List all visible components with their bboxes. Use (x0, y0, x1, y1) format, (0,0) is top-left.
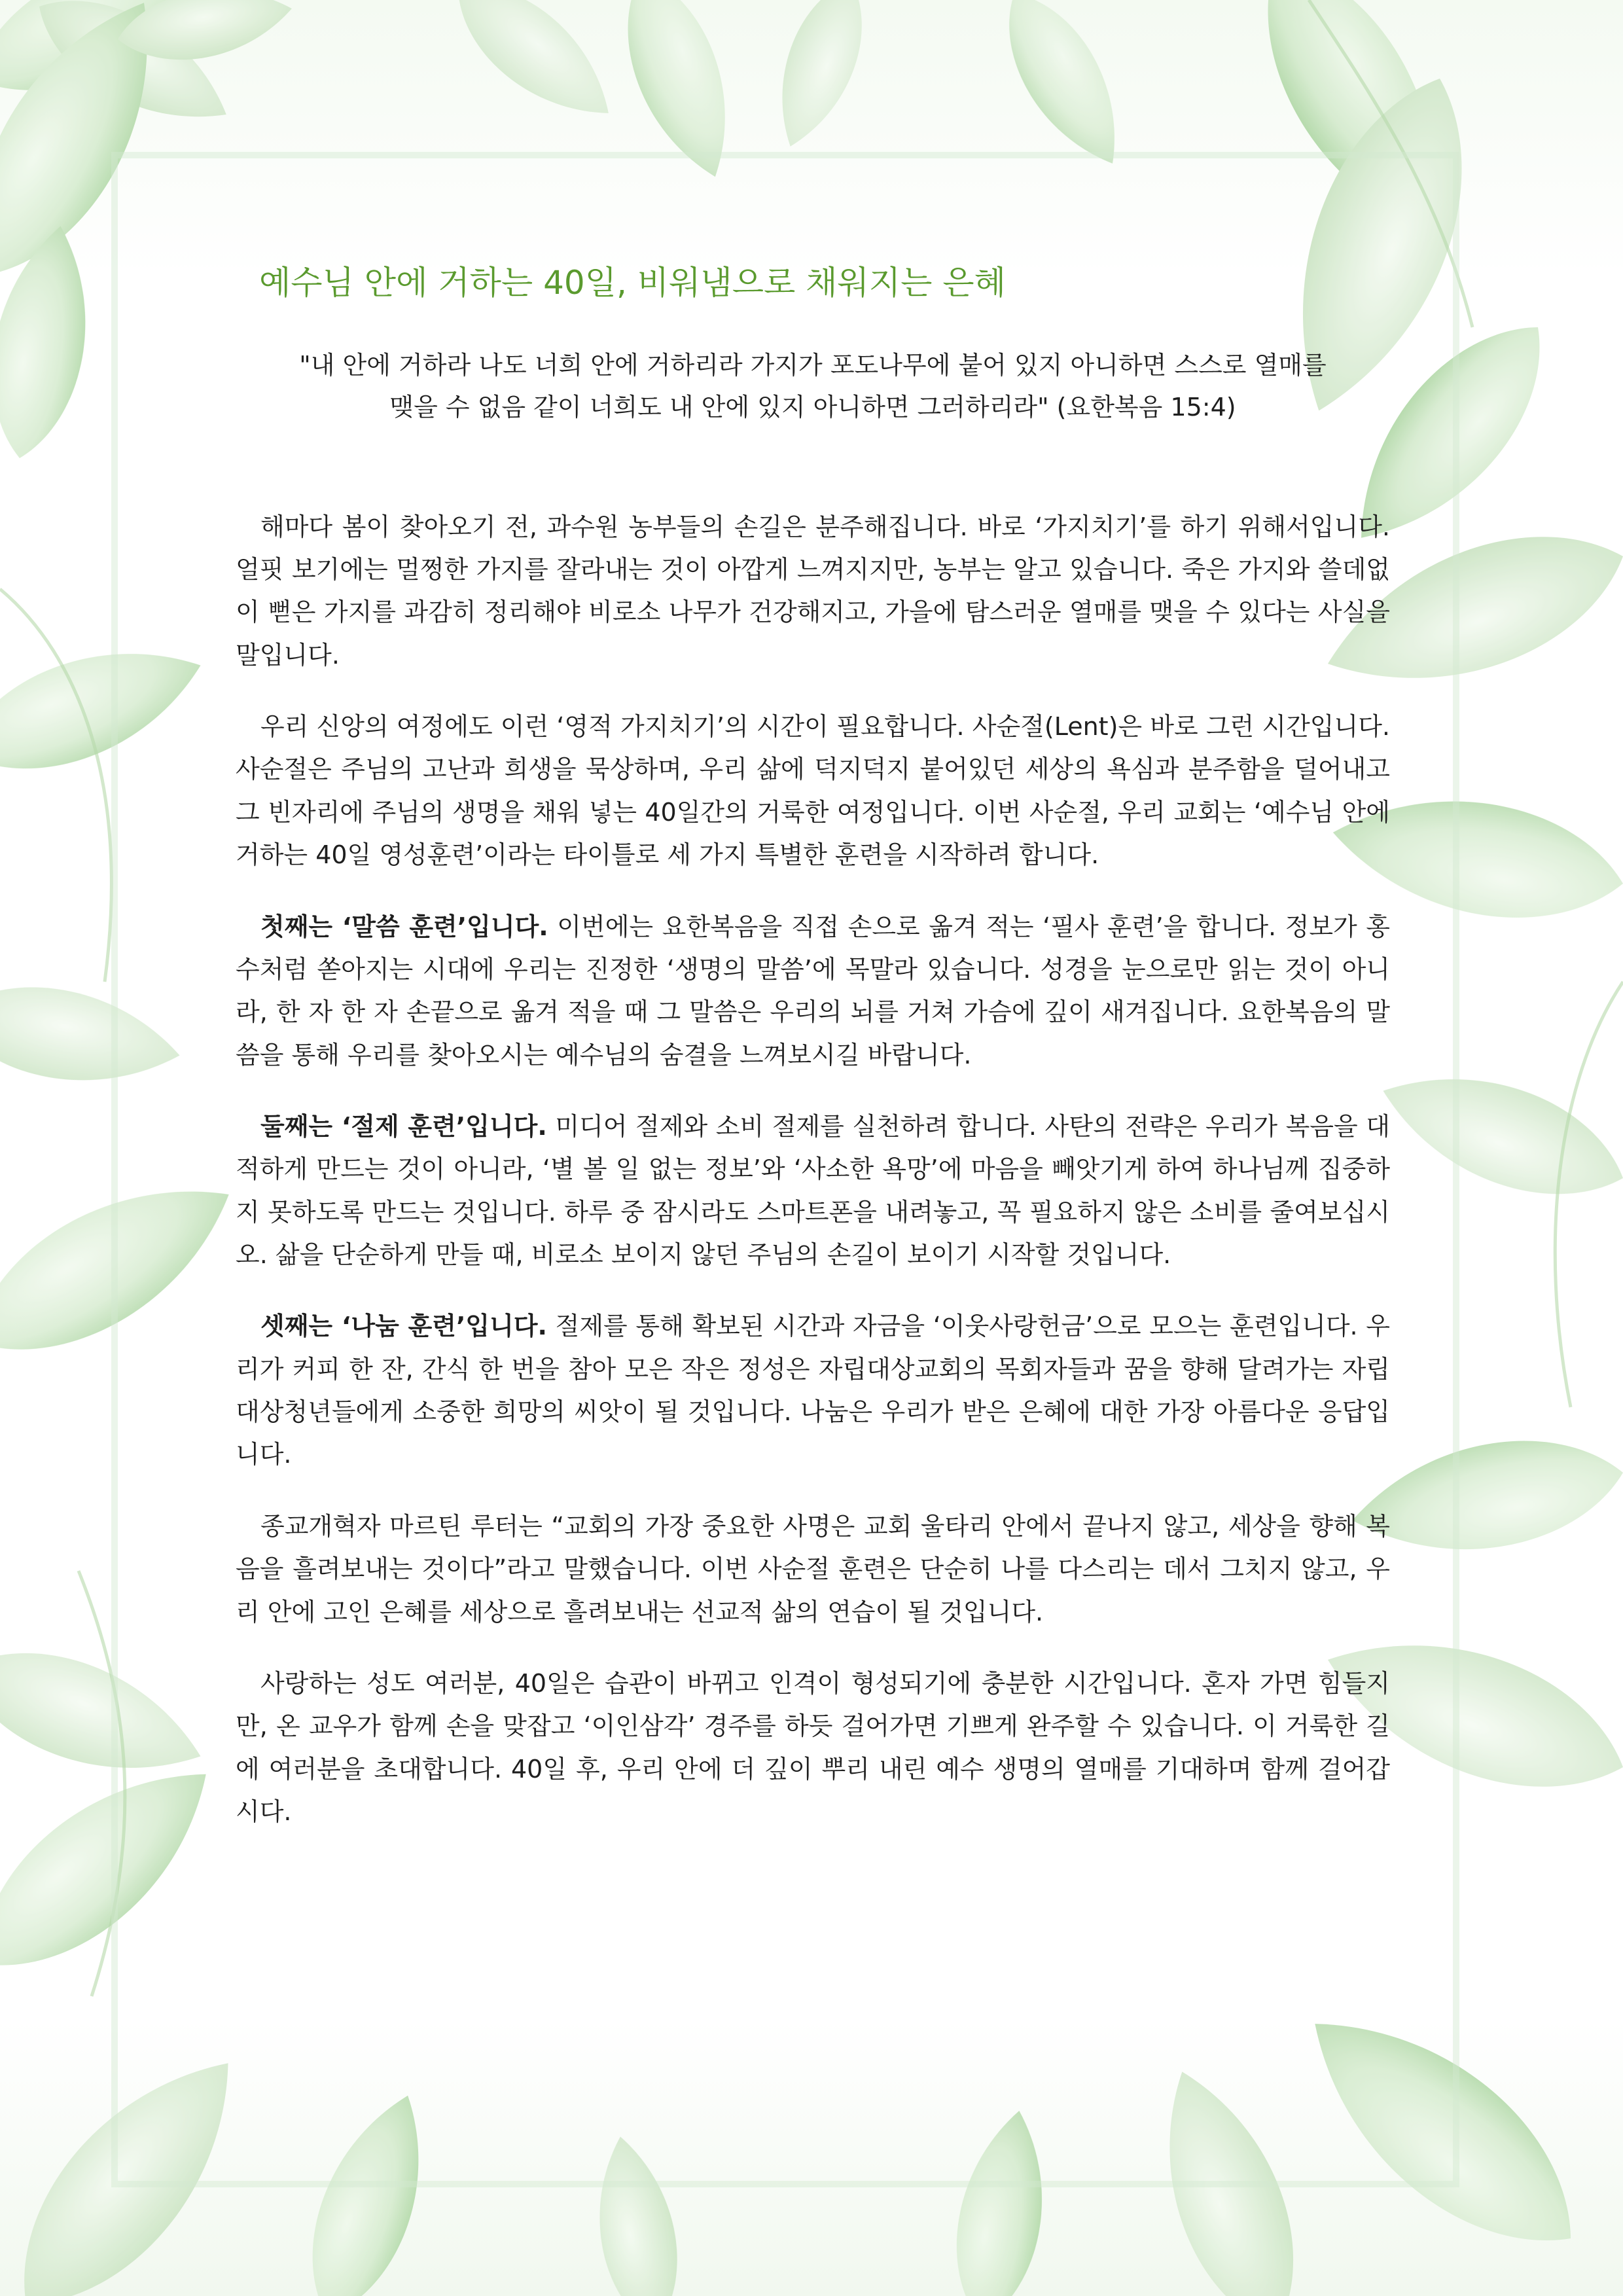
paragraph-invitation: 사랑하는 성도 여러분, 40일은 습관이 바뀌고 인격이 형성되기에 충분한 시간입니다. 혼자 가면 힘들지만, 온 교우가 함께 손을 맞잡고 ‘이인삼각’ 경주를 하듯 걸어가면 기쁘게 완주할 수 있습니다. 이 거룩한 길에 여러분을 초대합니다. 40일 후, 우리 안에 더 깊이 뿌리 내린 예수 생명의 열매를 기대하며 함께 걸어갑시다. (236, 1668, 1390, 1826)
page-title: 예수님 안에 거하는 40일, 비워냄으로 채워지는 은혜 (259, 264, 1006, 302)
scripture-verse (236, 345, 1390, 429)
lead-word-training: 첫째는 ‘말씀 훈련’입니다. (260, 912, 548, 941)
paragraph-pruning: 해마다 봄이 찾아오기 전, 과수원 농부들의 손길은 분주해집니다. 바로 ‘가지치기’를 하기 위해서입니다. 얼핏 보기에는 멀쩡한 가지를 잘라내는 것이 아깝게 느껴지지만, 농부는 알고 있습니다. 죽은 가지와 쓸데없이 뻗은 가지를 과감히 정리해야 비로소 나무가 건강해지고, 가을에 탐스러운 열매를 맺을 수 있다는 사실을 말입니다. (236, 512, 1390, 670)
paragraph-word-training: 첫째는 ‘말씀 훈련’입니다. 이번에는 요한복음을 직접 손으로 옮겨 적는 ‘필사 훈련’을 합니다. 정보가 홍수처럼 쏟아지는 시대에 우리는 진정한 ‘생명의 말씀’에 목말라 있습니다. 성경을 눈으로만 읽는 것이 아니라, 한 자 한 자 손끝으로 옮겨 적을 때 그 말씀은 우리의 뇌를 거쳐 가슴에 깊이 새겨집니다. 요한복음의 말씀을 통해 우리를 찾아오시는 예수님의 숨결을 느껴보시길 바랍니다. (236, 912, 1390, 1069)
paragraph-lent: 우리 신앙의 여정에도 이런 ‘영적 가지치기’의 시간이 필요합니다. 사순절(Lent)은 바로 그런 시간입니다. 사순절은 주님의 고난과 희생을 묵상하며, 우리 삶에 덕지덕지 붙어있던 세상의 욕심과 분주함을 덜어내고 그 빈자리에 주님의 생명을 채워 넣는 40일간의 거룩한 여정입니다. 이번 사순절, 우리 교회는 ‘예수님 안에 거하는 40일 영성훈련’이라는 타이틀로 세 가지 특별한 훈련을 시작하려 합니다. (236, 712, 1390, 870)
verse-line-1: "내 안에 거하라 나도 너희 안에 거하리라 가지가 포도나무에 붙어 있지 아니하면 스스로 열매를 (299, 351, 1327, 380)
paragraph-luther: 종교개혁자 마르틴 루터는 “교회의 가장 중요한 사명은 교회 울타리 안에서 끝나지 않고, 세상을 향해 복음을 흘려보내는 것이다”라고 말했습니다. 이번 사순절 훈련은 단순히 나를 다스리는 데서 그치지 않고, 우리 안에 고인 은혜를 세상으로 흘려보내는 선교적 삶의 연습이 될 것입니다. (236, 1511, 1390, 1626)
paragraph-temperance-training: 둘째는 ‘절제 훈련’입니다. 미디어 절제와 소비 절제를 실천하려 합니다. 사탄의 전략은 우리가 복음을 대적하게 만드는 것이 아니라, ‘별 볼 일 없는 정보’와 ‘사소한 욕망’에 마음을 빼앗기게 하여 하나님께 집중하지 못하도록 만드는 것입니다. 하루 중 잠시라도 스마트폰을 내려놓고, 꼭 필요하지 않은 소비를 줄여보십시오. 삶을 단순하게 만들 때, 비로소 보이지 않던 주님의 손길이 보이기 시작할 것입니다. (236, 1111, 1390, 1270)
paragraph-sharing-training: 셋째는 ‘나눔 훈련’입니다. 절제를 통해 확보된 시간과 자금을 ‘이웃사랑헌금’으로 모으는 훈련입니다. 우리가 커피 한 잔, 간식 한 번을 참아 모은 작은 정성은 자립대상교회의 목회자들과 꿈을 향해 달려가는 자립대상청년들에게 소중한 희망의 씨앗이 될 것입니다. 나눔은 우리가 받은 은혜에 대한 가장 아름다운 응답입니다. (236, 1312, 1390, 1469)
lead-temperance-training: 둘째는 ‘절제 훈련’입니다. (260, 1111, 547, 1141)
lead-sharing-training: 셋째는 ‘나눔 훈련’입니다. (260, 1312, 547, 1341)
letter-body (236, 262, 1390, 1833)
verse-line-2: 맺을 수 없음 같이 너희도 내 안에 있지 아니하면 그러하리라" (요한복음 15:4) (389, 392, 1236, 422)
